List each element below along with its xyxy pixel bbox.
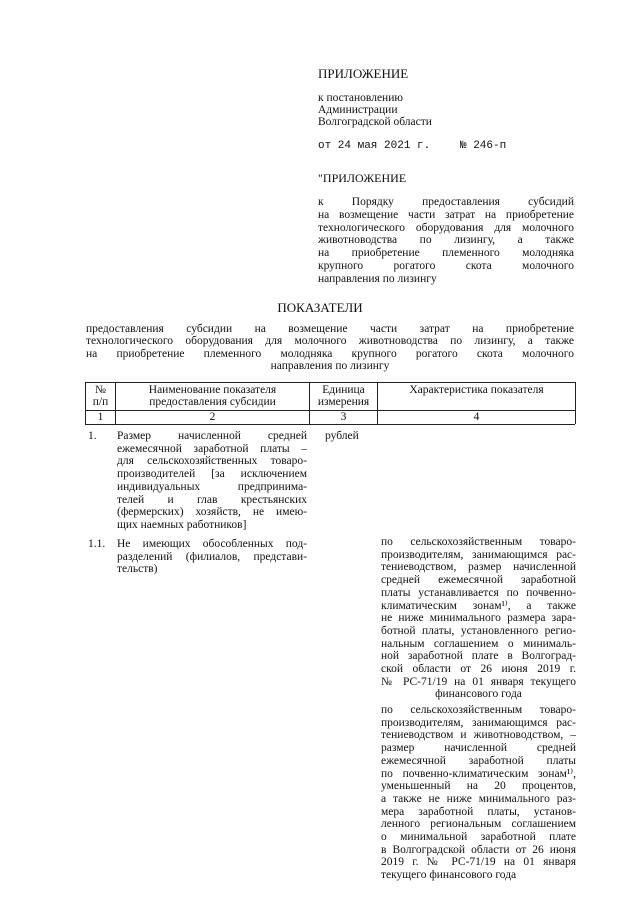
characteristic-line: ской области от 26 июня 2019 г.: [381, 663, 576, 676]
table-border: [575, 382, 576, 424]
characteristic-mixed-producers: [381, 704, 576, 882]
column-number: 1: [97, 411, 104, 423]
procedure-line: на приобретение племенного молодняка: [318, 247, 574, 260]
characteristic-line: ежемесячной заработной платы: [381, 754, 576, 767]
characteristic-line: тениеводством и животноводством, –: [381, 729, 576, 742]
characteristic-line: климатическим зонам¹⁾, а также: [381, 599, 576, 612]
decree-number: № 246-п: [460, 140, 507, 152]
characteristic-line: тениеводством, размер начисленной: [381, 561, 576, 574]
column-number: 2: [209, 411, 216, 423]
characteristic-line: по почвенно-климатическим зонам¹⁾,: [381, 767, 576, 780]
procedure-line: крупного рогатого скота молочного: [318, 259, 574, 272]
characteristic-line: в Волгоградской области от 26 июня: [381, 843, 576, 856]
decree-line: к постановлению: [318, 92, 403, 104]
header-num: [86, 384, 115, 408]
subtitle-line: технологического оборудования для молочного животноводства по лизингу, а также: [86, 335, 574, 348]
header-characteristic-line: Характеристика показателя: [409, 384, 544, 396]
characteristic-line: платы устанавливается по почвенно-: [381, 586, 576, 599]
row-name-line: производителей [за исключением: [117, 468, 307, 481]
header-unit-line: Единица: [322, 384, 365, 396]
procedure-line: животноводства по лизингу, а также: [318, 234, 574, 247]
row-name-line: Размер начисленной средней: [117, 430, 307, 442]
row-name-line: Не имеющих обособленных под-: [117, 538, 307, 550]
table-border: [85, 424, 575, 425]
characteristic-line: нальным соглашением о минималь-: [381, 637, 576, 650]
appendix-title: ПРИЛОЖЕНИЕ: [318, 66, 409, 81]
header-num-line: п/п: [92, 396, 109, 408]
procedure-line: направления по лизингу: [318, 272, 437, 285]
row-name-line: для сельскохозяйственных товаро-: [117, 455, 307, 468]
characteristic-line: текущего финансового года: [381, 869, 517, 882]
characteristic-line: уменьшенный на 20 процентов,: [381, 780, 576, 793]
procedure-line: на возмещение части затрат на приобретение: [318, 208, 574, 221]
decree-line: Волгоградской области: [318, 116, 432, 128]
characteristic-line: ботной платы, установленного регио-: [381, 624, 576, 637]
header-name-line: предоставления субсидии: [149, 396, 276, 408]
characteristic-line: не ниже минимального размера зара-: [381, 612, 576, 625]
characteristic-line: а также не ниже минимального раз-: [381, 792, 576, 805]
row-name-line: ежемесячной заработной платы –: [117, 442, 307, 455]
subtitle-line: на приобретение племенного молодняка крупного рогатого скота молочного: [86, 347, 574, 360]
characteristic-line: ленного региональным соглашением: [381, 818, 576, 831]
characteristic-line: 2019 г. № РС-71/19 на 01 января: [381, 856, 576, 869]
row-name-line: индивидуальных предпринима-: [117, 480, 307, 493]
characteristic-line: производителям, занимающимся рас-: [381, 548, 576, 561]
header-name: [116, 384, 309, 408]
document-title: ПОКАЗАТЕЛИ: [277, 300, 363, 315]
row-name-line: разделений (филиалов, представи-: [117, 550, 307, 563]
decree-line: Администрации: [318, 104, 398, 116]
characteristic-line: о минимальной заработной плате: [381, 831, 576, 844]
header-num-line: №: [95, 384, 106, 396]
row-number: 1.1.: [88, 538, 106, 550]
header-name-line: Наименование показателя: [148, 384, 277, 396]
characteristic-line: ной заработной плате в Волгоград-: [381, 650, 576, 663]
row-name: [117, 430, 307, 532]
subtitle-line: направления по лизингу: [270, 360, 390, 373]
row-name-line: (фермерских) хозяйств, не имею-: [117, 506, 307, 519]
procedure-appendix-title: "ПРИЛОЖЕНИЕ: [318, 171, 407, 185]
characteristic-line: размер начисленной средней: [381, 742, 576, 755]
header-unit-line: измерения: [317, 396, 370, 408]
row-name: [117, 538, 307, 576]
column-number: 3: [340, 411, 347, 423]
characteristic-line: по сельскохозяйственным товаро-: [381, 704, 576, 716]
characteristic-line: № РС-71/19 на 01 января текущего: [381, 675, 576, 688]
characteristic-line: производителям, занимающимся рас-: [381, 716, 576, 729]
characteristic-line: средней ежемесячной заработной: [381, 574, 576, 587]
procedure-line: к Порядку предоставления субсидий: [318, 196, 574, 208]
column-number: 4: [473, 411, 480, 423]
characteristic-line: финансового года: [435, 688, 522, 701]
subtitle-line: предоставления субсидии на возмещение части затрат на приобретение: [86, 323, 574, 335]
characteristic-line: по сельскохозяйственным товаро-: [381, 536, 576, 548]
characteristic-line: мера заработной платы, установ-: [381, 805, 576, 818]
row-unit: рублей: [325, 430, 359, 442]
row-name-line: телей и глав крестьянских: [117, 493, 307, 506]
row-name-line: тельств): [117, 563, 158, 576]
header-unit: [310, 384, 377, 408]
decree-date: от 24 мая 2021 г.: [318, 140, 431, 152]
row-number: 1.: [88, 430, 97, 442]
characteristic-crop-producers: [381, 536, 576, 701]
header-characteristic: [378, 384, 575, 396]
row-name-line: щих наемных работников]: [117, 518, 247, 531]
table-border: [85, 382, 575, 383]
procedure-line: технологического оборудования для молочного: [318, 221, 574, 234]
